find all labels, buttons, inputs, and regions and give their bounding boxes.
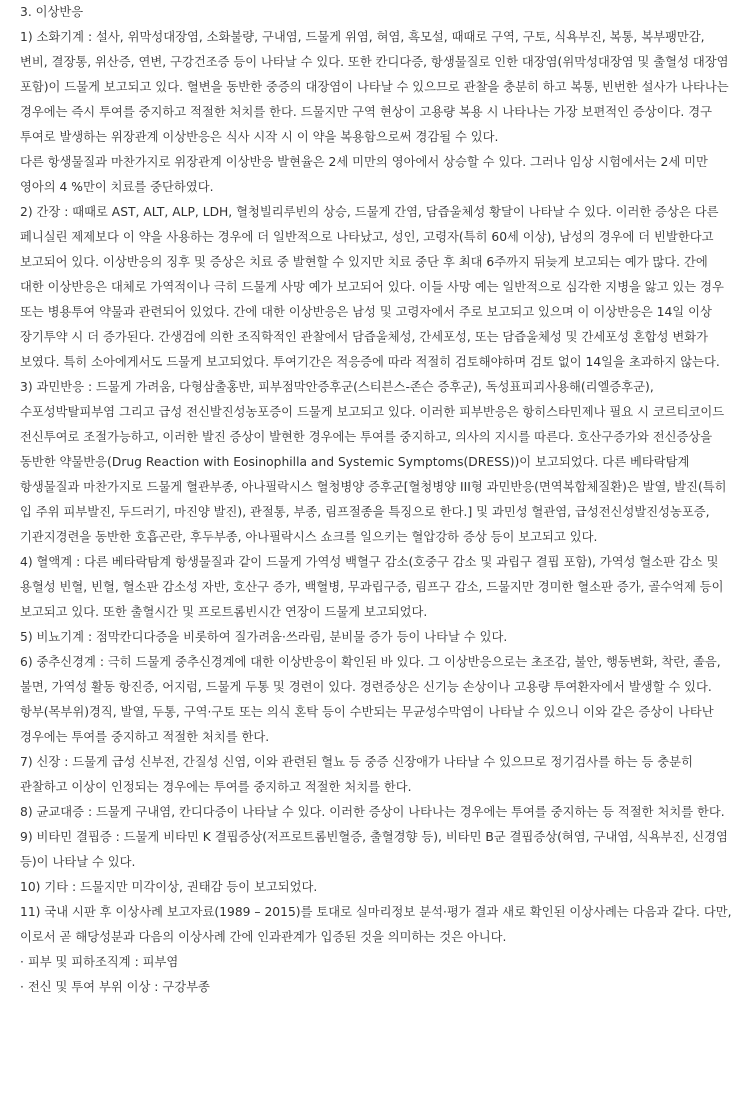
list-item-systemic: · 전신 및 투여 부위 이상 : 구강부종 <box>20 980 210 994</box>
list-item-skin: · 피부 및 피하조직계 : 피부염 <box>20 955 179 969</box>
paragraph-hypersensitivity: 3) 과민반응 : 드물게 가려움, 다형삼출홍반, 피부점막안증후군(스티븐스-존슨 증후군), 독성표피괴사용해(리엘증후군), 수포성박탈피부염 그리고 급성 전신발진성농포증이 드물게 보고되고 있다. 이러한 피부반응은 항히스타민제나 필요 시 코르티코이드 전신투여로 조절가능하고, 이러한 발진 증상이 발현한 경우에는 투여를 중지하고, 의사의 지시를 따른다. 호산구증가와 전신증상을 동반한 약물반응(Drug Reaction with Eosinophilla and Systemic Symptoms(DRESS))이 보고되었다. 다른 베타락탐계 항생물질과 마찬가지로 드물게 혈관부종, 아나필락시스 혈청병양 증후군[혈청병양 III형 과민반응(면역복합체질환)은 발열, 발진(특히 입 주위 피부발진, 두드러기, 마진양 발진), 관절통, 부종, 림프절종을 특징으로 한다.] 및 과민성 혈관염, 급성전신성발진성농포증, 기관지경련을 동반한 호흡곤란, 후두부종, 아나필락시스 쇼크를 일으키는 혈압강하 증상 등이 보고되고 있다. <box>20 380 727 544</box>
paragraph-other: 10) 기타 : 드물지만 미각이상, 권태감 등이 보고되었다. <box>20 880 318 894</box>
paragraph-digestive: 1) 소화기계 : 설사, 위막성대장염, 소화불량, 구내염, 드물게 위염, 혀염, 흑모설, 때때로 구역, 구토, 식욕부진, 복통, 복부팽만감, 변비, 결장통, 위산증, 연변, 구강건조증 등이 나타날 수 있다. 또한 칸디다증, 항생물질로 인한 대장염(위막성대장염 및 출혈성 대장염 포함)이 드물게 보고되고 있다. 혈변을 동반한 중증의 대장염이 나타날 수 있으므로 관찰을 충분히 하고 복통, 빈번한 설사가 나타나는 경우에는 즉시 투여를 중지하고 적절한 처치를 한다. 드물지만 구역 현상이 고용량 복용 시 나타나는 가장 보편적인 증상이다. 경구 투여로 발생하는 위장관계 이상반응은 식사 시작 시 이 약을 복용함으로써 경감될 수 있다. <box>20 30 729 144</box>
paragraph-urinary: 5) 비뇨기계 : 점막칸디다증을 비롯하여 질가려움·쓰라림, 분비물 증가 등이 나타날 수 있다. <box>20 630 508 644</box>
paragraph-digestive-infant: 다른 항생물질과 마찬가지로 위장관계 이상반응 발현율은 2세 미만의 영아에서 상승할 수 있다. 그러나 임상 시험에서는 2세 미만 영아의 4 %만이 치료를 중단하였다. <box>20 155 708 194</box>
paragraph-cns: 6) 중추신경계 : 극히 드물게 중추신경계에 대한 이상반응이 확인된 바 있다. 그 이상반응으로는 초조감, 불안, 행동변화, 착란, 졸음, 불면, 가역성 활동 항진증, 어지럼, 드물게 두통 및 경련이 있다. 경련증상은 신기능 손상이나 고용량 투여환자에서 발생할 수 있다. 항부(목부위)경직, 발열, 두통, 구역·구토 또는 의식 혼탁 등이 수반되는 무균성수막염이 나타날 수 있으니 이와 같은 증상이 나타난 경우에는 투여를 중지하고 적절한 처치를 한다. <box>20 655 721 744</box>
paragraph-superinfection: 8) 균교대증 : 드물게 구내염, 칸디다증이 나타날 수 있다. 이러한 증상이 나타나는 경우에는 투여를 중지하는 등 적절한 처치를 한다. <box>20 805 725 819</box>
paragraph-postmarketing: 11) 국내 시판 후 이상사례 보고자료(1989 – 2015)를 토대로 실마리정보 분석·평가 결과 새로 확인된 이상사례는 다음과 같다. 다만, 이로서 곧 해당성분과 다음의 이상사례 간에 인과관계가 입증된 것을 의미하는 것은 아니다. <box>20 905 732 944</box>
section-title: 3. 이상반응 <box>20 5 84 19</box>
paragraph-liver: 2) 간장 : 때때로 AST, ALT, ALP, LDH, 혈청빌리루빈의 상승, 드물게 간염, 담즙울체성 황달이 나타날 수 있다. 이러한 증상은 다른 페니실린 제제보다 이 약을 사용하는 경우에 더 일반적으로 나타났고, 성인, 고령자(특히 60세 이상), 남성의 경우에 더 빈발한다고 보고되어 있다. 이상반응의 징후 및 증상은 치료 중 발현할 수 있지만 치료 중단 후 최대 6주까지 뒤늦게 보고되는 예가 많다. 간에 대한 이상반응은 대체로 가역적이나 극히 드물게 사망 예가 보고되어 있다. 이들 사망 예는 일반적으로 심각한 지병을 앓고 있는 경우 또는 병용투여 약물과 관련되어 있었다. 간에 대한 이상반응은 남성 및 고령자에서 주로 보고되고 있으며 이 이상반응은 14일 이상 장기투약 시 더 증가된다. 간생검에 의한 조직학적인 관찰에서 담즙울체성, 간세포성, 또는 담즙울체성 및 간세포성 혼합성 변화가 보였다. 특히 소아에게서도 드물게 보고되었다. 투여기간은 적응증에 따라 적절히 검토해야하며 검토 없이 14일을 초과하지 않는다. <box>20 205 724 369</box>
paragraph-kidney: 7) 신장 : 드물게 급성 신부전, 간질성 신염, 이와 관련된 혈뇨 등 중증 신장애가 나타날 수 있으므로 정기검사를 하는 등 충분히 관찰하고 이상이 인정되는 경우에는 투여를 중지하고 적절한 처치를 한다. <box>20 755 693 794</box>
paragraph-vitamin: 9) 비타민 결핍증 : 드물게 비타민 K 결핍증상(저프로트롬빈혈증, 출혈경향 등), 비타민 B군 결핍증상(혀염, 구내염, 식욕부진, 신경염 등)이 나타날 수 있다. <box>20 830 728 869</box>
paragraph-blood: 4) 혈액계 : 다른 베타락탐계 항생물질과 같이 드물게 가역성 백혈구 감소(호중구 감소 및 과립구 결핍 포함), 가역성 혈소판 감소 및 용혈성 빈혈, 빈혈, 혈소판 감소성 자반, 호산구 증가, 백혈병, 무과립구증, 림프구 감소, 드물지만 경미한 혈소판 증가, 골수억제 등이 보고되고 있다. 또한 출혈시간 및 프로트롬빈시간 연장이 드물게 보고되었다. <box>20 555 724 619</box>
